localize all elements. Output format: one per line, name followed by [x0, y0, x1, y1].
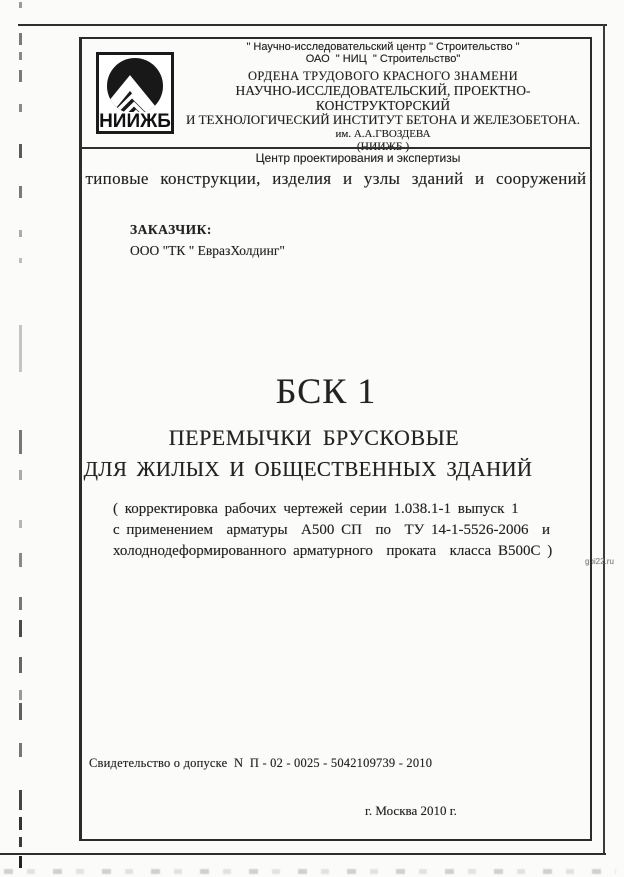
- org-institute-line2: И ТЕХНОЛОГИЧЕСКИЙ ИНСТИТУТ БЕТОНА И ЖЕЛЕЗОБЕТОНА.: [185, 111, 581, 127]
- revision-note-line2: с применением арматуры А500 СП по ТУ 14-1-5526-2006 и: [113, 522, 551, 538]
- organization-header: [180, 41, 586, 154]
- niizhb-logo-icon: [96, 52, 174, 134]
- org-oao-name: ОАО " НИЦ " Строительство": [305, 53, 461, 66]
- org-named-after: им. А.А.ГВОЗДЕВА: [335, 128, 431, 141]
- site-watermark: gbi22.ru: [585, 557, 614, 566]
- admission-certificate-line: Свидетельство о допуске N П - 02 - 0025 - 5042109739 - 2010: [89, 756, 433, 770]
- org-center-name: " Научно-исследовательский центр " Строительство ": [246, 41, 520, 53]
- outer-border-top: [18, 24, 607, 26]
- customer-block: [130, 220, 285, 262]
- outer-border-right: [603, 24, 605, 854]
- outer-border-bottom: [0, 853, 606, 855]
- revision-note-line3: холоднодеформированного арматурного проката класса В500С ): [113, 543, 553, 559]
- scan-noise-strip: [4, 869, 616, 874]
- revision-note: [113, 499, 552, 562]
- customer-name: ООО "ТК " ЕвразХолдинг": [130, 242, 285, 258]
- niizhb-logo-svg: [96, 52, 174, 134]
- document-title-line2: ДЛЯ ЖИЛЫХ И ОБЩЕСТВЕННЫХ ЗДАНИЙ: [83, 457, 533, 481]
- department-line: Центр проектирования и экспертизы: [255, 151, 461, 165]
- document-title-line1: ПЕРЕМЫЧКИ БРУСКОВЫЕ: [168, 425, 460, 450]
- series-type-line: типовые конструкции, изделия и узлы зданий и сооружений: [85, 169, 587, 188]
- document-code: БСК 1: [275, 371, 377, 411]
- org-award-line: ОРДЕНА ТРУДОВОГО КРАСНОГО ЗНАМЕНИ: [247, 68, 519, 83]
- left-margin-scan-marks: [19, 0, 22, 870]
- logo-text: НИИЖБ: [99, 111, 171, 132]
- document-frame: [79, 37, 592, 841]
- city-year-line: г. Москва 2010 г.: [365, 803, 457, 818]
- org-institute-line1: НАУЧНО-ИССЛЕДОВАТЕЛЬСКИЙ, ПРОЕКТНО-КОНСТРУКТОРСКИЙ: [235, 82, 531, 113]
- customer-label: ЗАКАЗЧИК:: [130, 222, 212, 237]
- revision-note-line1: ( корректировка рабочих чертежей серии 1.038.1-1 выпуск 1: [113, 501, 519, 517]
- header-separator-line: [82, 147, 590, 149]
